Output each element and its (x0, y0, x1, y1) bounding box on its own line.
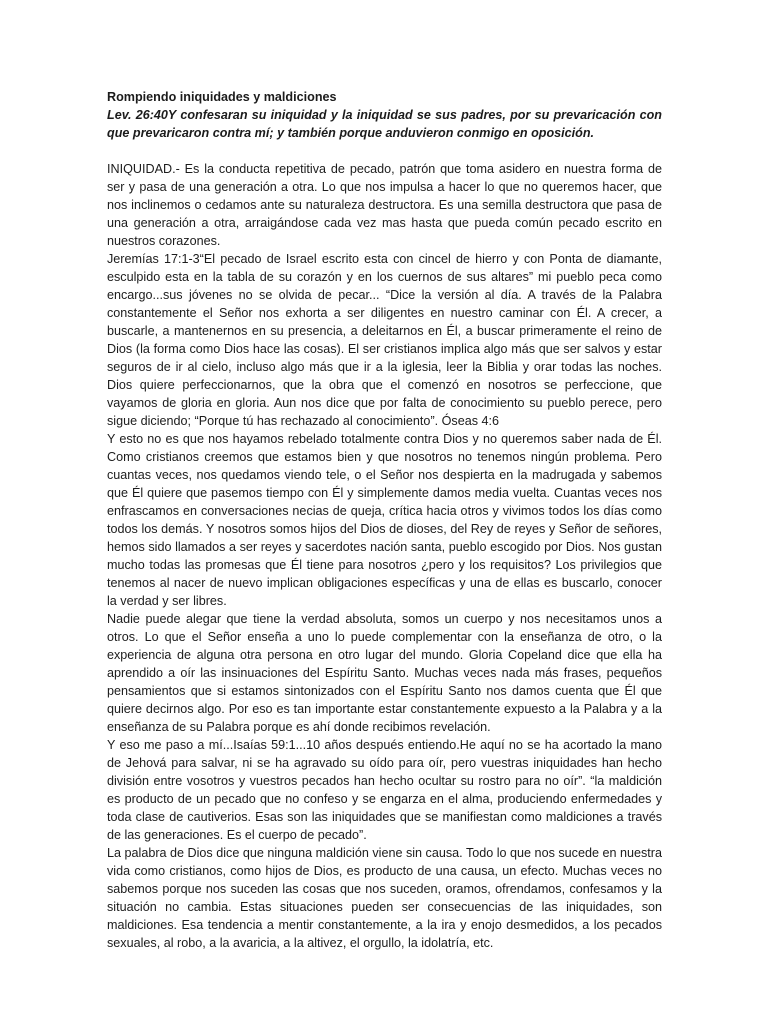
paragraph-isaias: Y eso me paso a mí...Isaías 59:1...10 años después entiendo.He aquí no se ha acortado la mano de Jehová para salvar, ni se ha agravado su oído para oír, pero vuestras iniquidades han hecho división entre vosotros y vuestros pecados han hecho ocultar su rostro para no oír”. “la maldición es producto de un pecado que no confeso y se engarza en el alma, produciendo enfermedades y toda clase de cautiverios. Esas son las iniquidades que se manifiestan como maldiciones a través de las generaciones. Es el cuerpo de pecado”. (107, 738, 662, 842)
document-page (107, 88, 662, 952)
epigraph-verse: Lev. 26:40Y confesaran su iniquidad y la iniquidad se sus padres, por su prevaricación con que prevaricaron contra mí; y también porque anduvieron conmigo en oposición. (107, 108, 662, 140)
paragraph-jeremias: Jeremías 17:1-3“El pecado de Israel escrito esta con cincel de hierro y con Ponta de diamante, esculpido esta en la tabla de su corazón y en los cuernos de sus altares” mi pueblo peca como encargo...sus jóvenes no se olvida de pecar... “Dice la versión al día. A través de la Palabra constantemente el Señor nos exhorta a ser diligentes en nuestro caminar con Él. A crecer, a buscarle, a mantenernos en su presencia, a deleitarnos en Él, a buscar primeramente el reino de Dios (la forma como Dios hace las cosas). El ser cristianos implica algo más que ser salvos y estar seguros de ir al cielo, incluso algo más que ir a la iglesia, leer la Biblia y orar todas las noches. Dios quiere perfeccionarnos, que la obra que el comenzó en nosotros se perfeccione, que vayamos de gloria en gloria. Aun nos dice que por falta de conocimiento su pueblo perece, pero sigue diciendo; “Porque tú has rechazado al conocimiento”. Óseas 4:6 (107, 252, 662, 428)
paragraph-rebelion: Y esto no es que nos hayamos rebelado totalmente contra Dios y no queremos saber nada de Él. Como cristianos creemos que estamos bien y que nosotros no tenemos ningún problema. Pero cuantas veces, nos quedamos viendo tele, o el Señor nos despierta en la madrugada y sabemos que Él quiere que pasemos tiempo con Él y simplemente damos media vuelta. Cuantas veces nos enfrascamos en conversaciones necias de queja, crítica hacia otros y vivimos todos los días como todos los demás. Y nosotros somos hijos del Dios de dioses, del Rey de reyes y Señor de señores, hemos sido llamados a ser reyes y sacerdotes nación santa, pueblo escogido por Dios. Nos gustan mucho todas las promesas que Él tiene para nosotros ¿pero y los requisitos? Los privilegios que tenemos al nacer de nuevo implican obligaciones específicas y una de ellas es buscarlo, conocer la verdad y ser libres. (107, 432, 662, 608)
paragraph-cuerpo: Nadie puede alegar que tiene la verdad absoluta, somos un cuerpo y nos necesitamos unos a otros. Lo que el Señor enseña a uno lo puede complementar con la enseñanza de otro, o la experiencia de alguna otra persona en otro lugar del mundo. Gloria Copeland dice que ella ha aprendido a oír las insinuaciones del Espíritu Santo. Muchas veces nada más frases, pequeños pensamientos que si estamos sintonizados con el Espíritu Santo nos damos cuenta que Él que quiere decirnos algo. Por eso es tan importante estar constantemente expuesto a la Palabra y a la enseñanza de su Palabra porque es ahí donde recibimos revelación. (107, 612, 662, 734)
paragraph-maldicion-causa: La palabra de Dios dice que ninguna maldición viene sin causa. Todo lo que nos sucede en nuestra vida como cristianos, como hijos de Dios, es producto de una causa, un efecto. Muchas veces no sabemos porque nos suceden las cosas que nos suceden, oramos, ofrendamos, confesamos y la situación no cambia. Estas situaciones pueden ser consecuencias de las iniquidades, son maldiciones. Esa tendencia a mentir constantemente, a la ira y enojo desmedidos, a los pecados sexuales, al robo, a la avaricia, a la altivez, el orgullo, la idolatría, etc. (107, 846, 662, 950)
paragraph-spacer (107, 142, 662, 160)
paragraph-iniquidad-definition: INIQUIDAD.- Es la conducta repetitiva de pecado, patrón que toma asidero en nuestra forma de ser y pasa de una generación a otra. Lo que nos impulsa a hacer lo que no queremos hacer, que nos inclinemos o cedamos ante su naturaleza destructora. Es una semilla destructora que pasa de una generación a otra, arraigándose cada vez mas hasta que pueda común pecado escrito en nuestros corazones. (107, 162, 662, 248)
document-title: Rompiendo iniquidades y maldiciones (107, 90, 337, 104)
